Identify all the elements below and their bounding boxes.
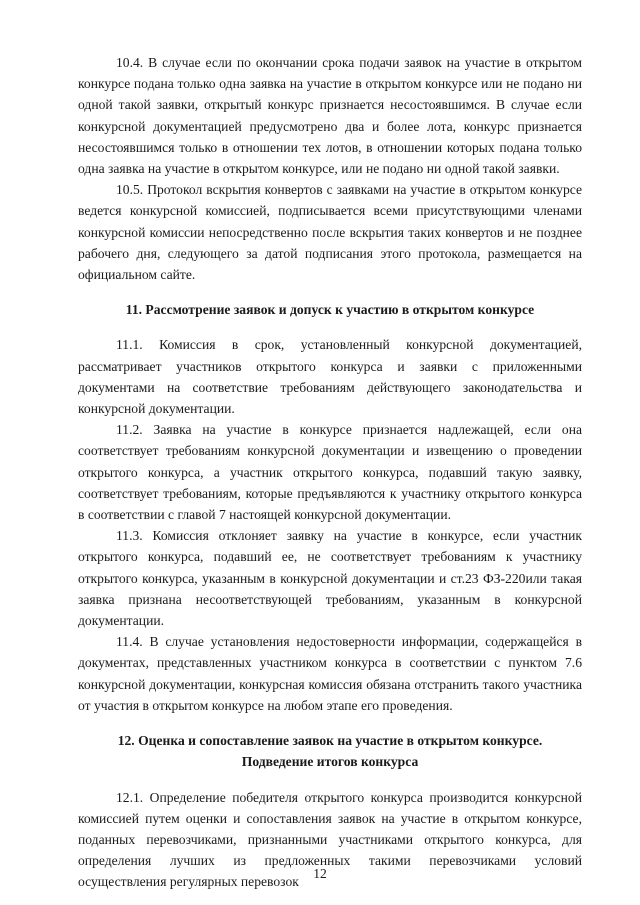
paragraph-11-4: 11.4. В случае установления недостоверности информации, содержащейся в документах, представленных участником конкурса в соответствии с пунктом 7.6 конкурсной документации, конкурсная комиссия обязана отстранить такого участника от участия в открытом конкурсе на любом этапе его проведения.: [78, 634, 582, 713]
paragraph-11-1: 11.1. Комиссия в срок, установленный конкурсной документацией, рассматривает участников открытого конкурса и заявки с приложенными документами на соответствие требованиям действующего законодательства и конкурсной документации.: [78, 337, 582, 417]
paragraph-10-4: 10.4. В случае если по окончании срока подачи заявок на участие в открытом конкурсе подана только одна заявка на участие в открытом конкурсе или не подано ни одной такой заявки, открытый конкурс признается несостоявшимся. В случае если конкурсной документацией предусмотрено два и более лота, конкурс признается несостоявшимся только в отношении тех лотов, в отношении которых подана только одна заявка на участие в открытом конкурсе, или не подано ни одной такой заявки.: [78, 55, 582, 177]
paragraph-11-3: 11.3. Комиссия отклоняет заявку на участие в конкурсе, если участник открытого конкурса, подавший ее, не соответствует требованиям к участнику открытого конкурса, указанным в конкурсной документации и ст.23 ФЗ-220или такая заявка признана несоответствующей требованиям, указанным в конкурсной документации.: [78, 528, 582, 629]
page-number: 12: [313, 866, 327, 881]
paragraph-12-1: 12.1. Определение победителя открытого конкурса производится конкурсной комиссией путем оценки и сопоставления заявок на участие в открытом конкурсе, поданных перевозчиками, признанными участниками открытого конкурса, для определения лучших из предложенных такими перевозчиками условий осуществления регулярных перевозок: [78, 789, 582, 890]
section-heading-11: 11. Рассмотрение заявок и допуск к участию в открытом конкурсе: [125, 302, 535, 318]
section-heading-12-line-1: 12. Оценка и сопоставление заявок на участие в открытом конкурсе.: [117, 733, 543, 749]
paragraph-10-5: 10.5. Протокол вскрытия конвертов с заявками на участие в открытом конкурсе ведется конкурсной комиссией, подписывается всеми присутствующими членами конкурсной комиссии непосредственно после вскрытия таких конвертов и не позднее рабочего дня, следующего за датой подписания этого протокола, размещается на официальном сайте.: [78, 182, 582, 283]
paragraph-11-2: 11.2. Заявка на участие в конкурсе признается надлежащей, если она соответствует требованиям конкурсной документации и извещению о проведении открытого конкурса, а участник открытого конкурса, подавший такую заявку, соответствует требованиям, которые предъявляются к участнику открытого конкурса в соответствии с главой 7 настоящей конкурсной документации.: [78, 422, 582, 523]
section-heading-12-line-2: Подведение итогов конкурса: [241, 754, 419, 770]
section-heading-12: [78, 730, 582, 772]
document-page: [78, 52, 582, 893]
